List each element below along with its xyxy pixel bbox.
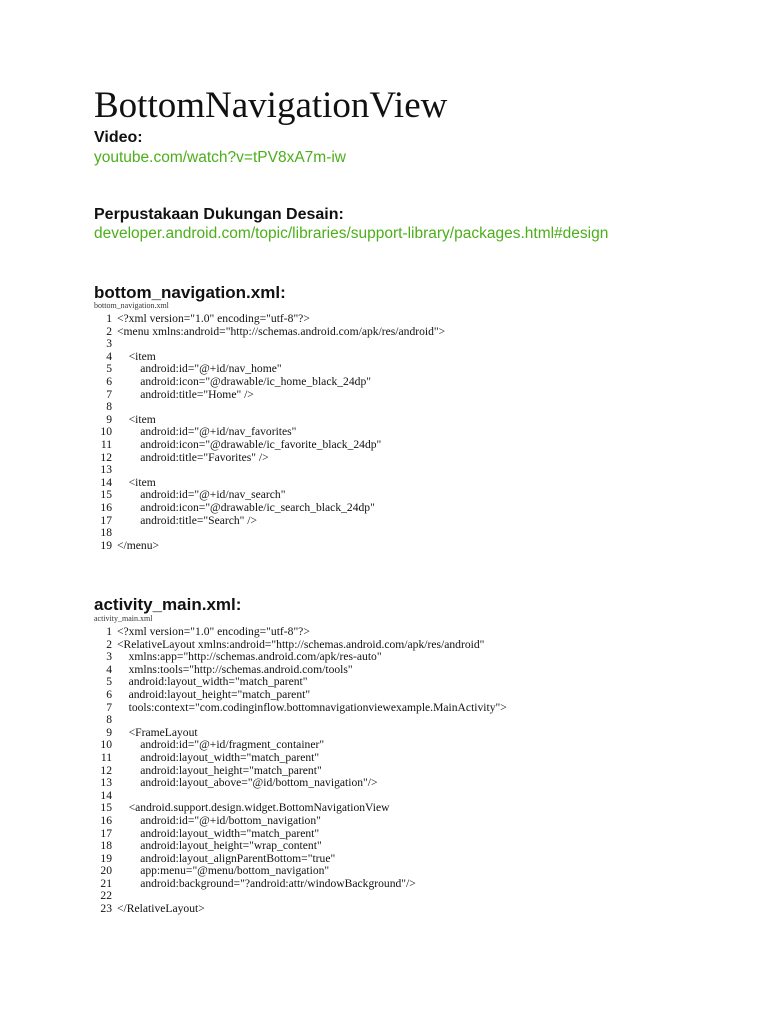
file-caption-activity-main: activity_main.xml	[94, 614, 153, 623]
code-text	[112, 714, 117, 727]
code-text: android:layout_alignParentBottom="true"	[117, 851, 336, 865]
code-text: android:id="@+id/nav_favorites"	[117, 425, 297, 439]
line-number: 6	[106, 374, 112, 388]
line-number: 10	[100, 738, 112, 752]
line-number: 11	[100, 437, 112, 451]
line-number: 16	[100, 813, 112, 827]
code-line	[94, 401, 445, 414]
code-text: <menu xmlns:android="http://schemas.android.com/apk/res/android">	[117, 324, 446, 338]
code-line	[94, 338, 445, 351]
line-number: 19	[100, 538, 112, 552]
code-text: android:icon="@drawable/ic_home_black_24dp"	[117, 374, 371, 388]
code-text: android:title="Search" />	[117, 513, 258, 527]
code-text: <android.support.design.widget.BottomNavigationView	[117, 801, 390, 815]
line-number: 1	[106, 625, 112, 638]
file-heading-activity-main: activity_main.xml:	[94, 595, 242, 614]
code-line	[94, 502, 445, 515]
code-line	[94, 376, 445, 389]
line-number: 14	[100, 788, 112, 802]
line-number: 12	[100, 450, 112, 464]
code-line	[94, 752, 507, 765]
code-text: app:menu="@menu/bottom_navigation"	[117, 864, 330, 878]
line-number: 15	[100, 488, 112, 502]
line-number: 18	[100, 839, 112, 853]
code-text: android:layout_width="match_parent"	[117, 675, 308, 689]
code-text: android:layout_height="match_parent"	[117, 763, 322, 777]
code-text	[112, 401, 117, 414]
code-text: <item	[117, 475, 156, 489]
code-text: android:icon="@drawable/ic_favorite_black_24dp"	[117, 437, 382, 451]
code-line	[94, 515, 445, 528]
code-text: android:background="?android:attr/windowBackground"/>	[117, 876, 416, 890]
code-text: android:title="Home" />	[117, 387, 254, 401]
file-heading-bottom-navigation: bottom_navigation.xml:	[94, 283, 286, 302]
line-number: 18	[100, 526, 112, 540]
code-line	[94, 464, 445, 477]
line-number: 3	[106, 650, 112, 664]
code-text: android:id="@+id/nav_home"	[117, 362, 282, 376]
code-text: android:layout_height="match_parent"	[117, 687, 311, 701]
code-line	[94, 439, 445, 452]
code-text: android:title="Favorites" />	[117, 450, 269, 464]
code-line	[94, 903, 507, 916]
code-text: <item	[117, 349, 156, 363]
code-line	[94, 527, 445, 540]
code-line	[94, 389, 445, 402]
line-number: 13	[100, 776, 112, 790]
code-text: android:layout_width="match_parent"	[117, 750, 320, 764]
code-text	[112, 464, 117, 477]
code-line	[94, 651, 507, 664]
line-number: 2	[106, 324, 112, 338]
page-title: BottomNavigationView	[94, 85, 448, 126]
code-text	[112, 338, 117, 351]
code-text: <FrameLayout	[117, 725, 198, 739]
line-number: 22	[100, 889, 112, 903]
line-number: 7	[106, 700, 112, 714]
code-text: xmlns:app="http://schemas.android.com/apk/res-auto"	[117, 650, 382, 664]
code-text: android:id="@+id/fragment_container"	[117, 738, 325, 752]
library-label: Perpustakaan Dukungan Desain:	[94, 206, 344, 223]
line-number: 5	[106, 362, 112, 376]
code-text: android:layout_height="wrap_content"	[117, 839, 322, 853]
code-line	[94, 626, 507, 639]
line-number: 8	[106, 400, 112, 414]
code-block-activity-main	[94, 626, 507, 916]
line-number: 9	[106, 412, 112, 426]
code-text: <?xml version="1.0" encoding="utf-8"?>	[117, 312, 310, 325]
code-line	[94, 865, 507, 878]
line-number: 12	[100, 763, 112, 777]
line-number: 6	[106, 687, 112, 701]
code-line	[94, 702, 507, 715]
line-number: 13	[100, 463, 112, 477]
line-number: 10	[100, 425, 112, 439]
line-number: 4	[106, 662, 112, 676]
code-line	[94, 540, 445, 553]
line-number: 16	[100, 500, 112, 514]
file-caption-bottom-navigation: bottom_navigation.xml	[94, 301, 169, 310]
line-number: 17	[100, 513, 112, 527]
line-number: 23	[100, 902, 112, 916]
code-text: </menu>	[117, 538, 160, 552]
code-block-bottom-navigation	[94, 313, 445, 552]
code-line	[94, 815, 507, 828]
line-number: 7	[106, 387, 112, 401]
line-number: 8	[106, 713, 112, 727]
code-line	[94, 326, 445, 339]
line-number: 1	[106, 312, 112, 325]
library-link[interactable]: developer.android.com/topic/libraries/support-library/packages.html#design	[94, 225, 609, 242]
line-number: 17	[100, 826, 112, 840]
line-number: 15	[100, 801, 112, 815]
code-text	[112, 527, 117, 540]
video-link[interactable]: youtube.com/watch?v=tPV8xA7m-iw	[94, 149, 346, 166]
line-number: 4	[106, 349, 112, 363]
code-text: android:layout_width="match_parent"	[117, 826, 320, 840]
code-text: tools:context="com.codinginflow.bottomnavigationviewexample.MainActivity">	[117, 700, 507, 714]
line-number: 3	[106, 337, 112, 351]
code-text: android:layout_above="@id/bottom_navigation"/>	[117, 776, 378, 790]
code-line	[94, 777, 507, 790]
code-text: android:id="@+id/bottom_navigation"	[117, 813, 321, 827]
code-line	[94, 452, 445, 465]
line-number: 2	[106, 637, 112, 651]
code-text: <?xml version="1.0" encoding="utf-8"?>	[117, 625, 310, 638]
line-number: 9	[106, 725, 112, 739]
code-text: <RelativeLayout xmlns:android="http://schemas.android.com/apk/res/android"	[117, 637, 485, 651]
code-line	[94, 878, 507, 891]
code-text: android:icon="@drawable/ic_search_black_24dp"	[117, 500, 375, 514]
code-text: android:id="@+id/nav_search"	[117, 488, 286, 502]
code-text: xmlns:tools="http://schemas.android.com/tools"	[117, 662, 353, 676]
line-number: 11	[100, 750, 112, 764]
code-text: </RelativeLayout>	[117, 902, 205, 916]
line-number: 5	[106, 675, 112, 689]
line-number: 14	[100, 475, 112, 489]
code-line	[94, 689, 507, 702]
video-label: Video:	[94, 129, 143, 146]
line-number: 19	[100, 851, 112, 865]
code-text: <item	[117, 412, 156, 426]
code-line	[94, 714, 507, 727]
code-line	[94, 840, 507, 853]
line-number: 20	[100, 864, 112, 878]
line-number: 21	[100, 876, 112, 890]
code-line	[94, 313, 445, 326]
